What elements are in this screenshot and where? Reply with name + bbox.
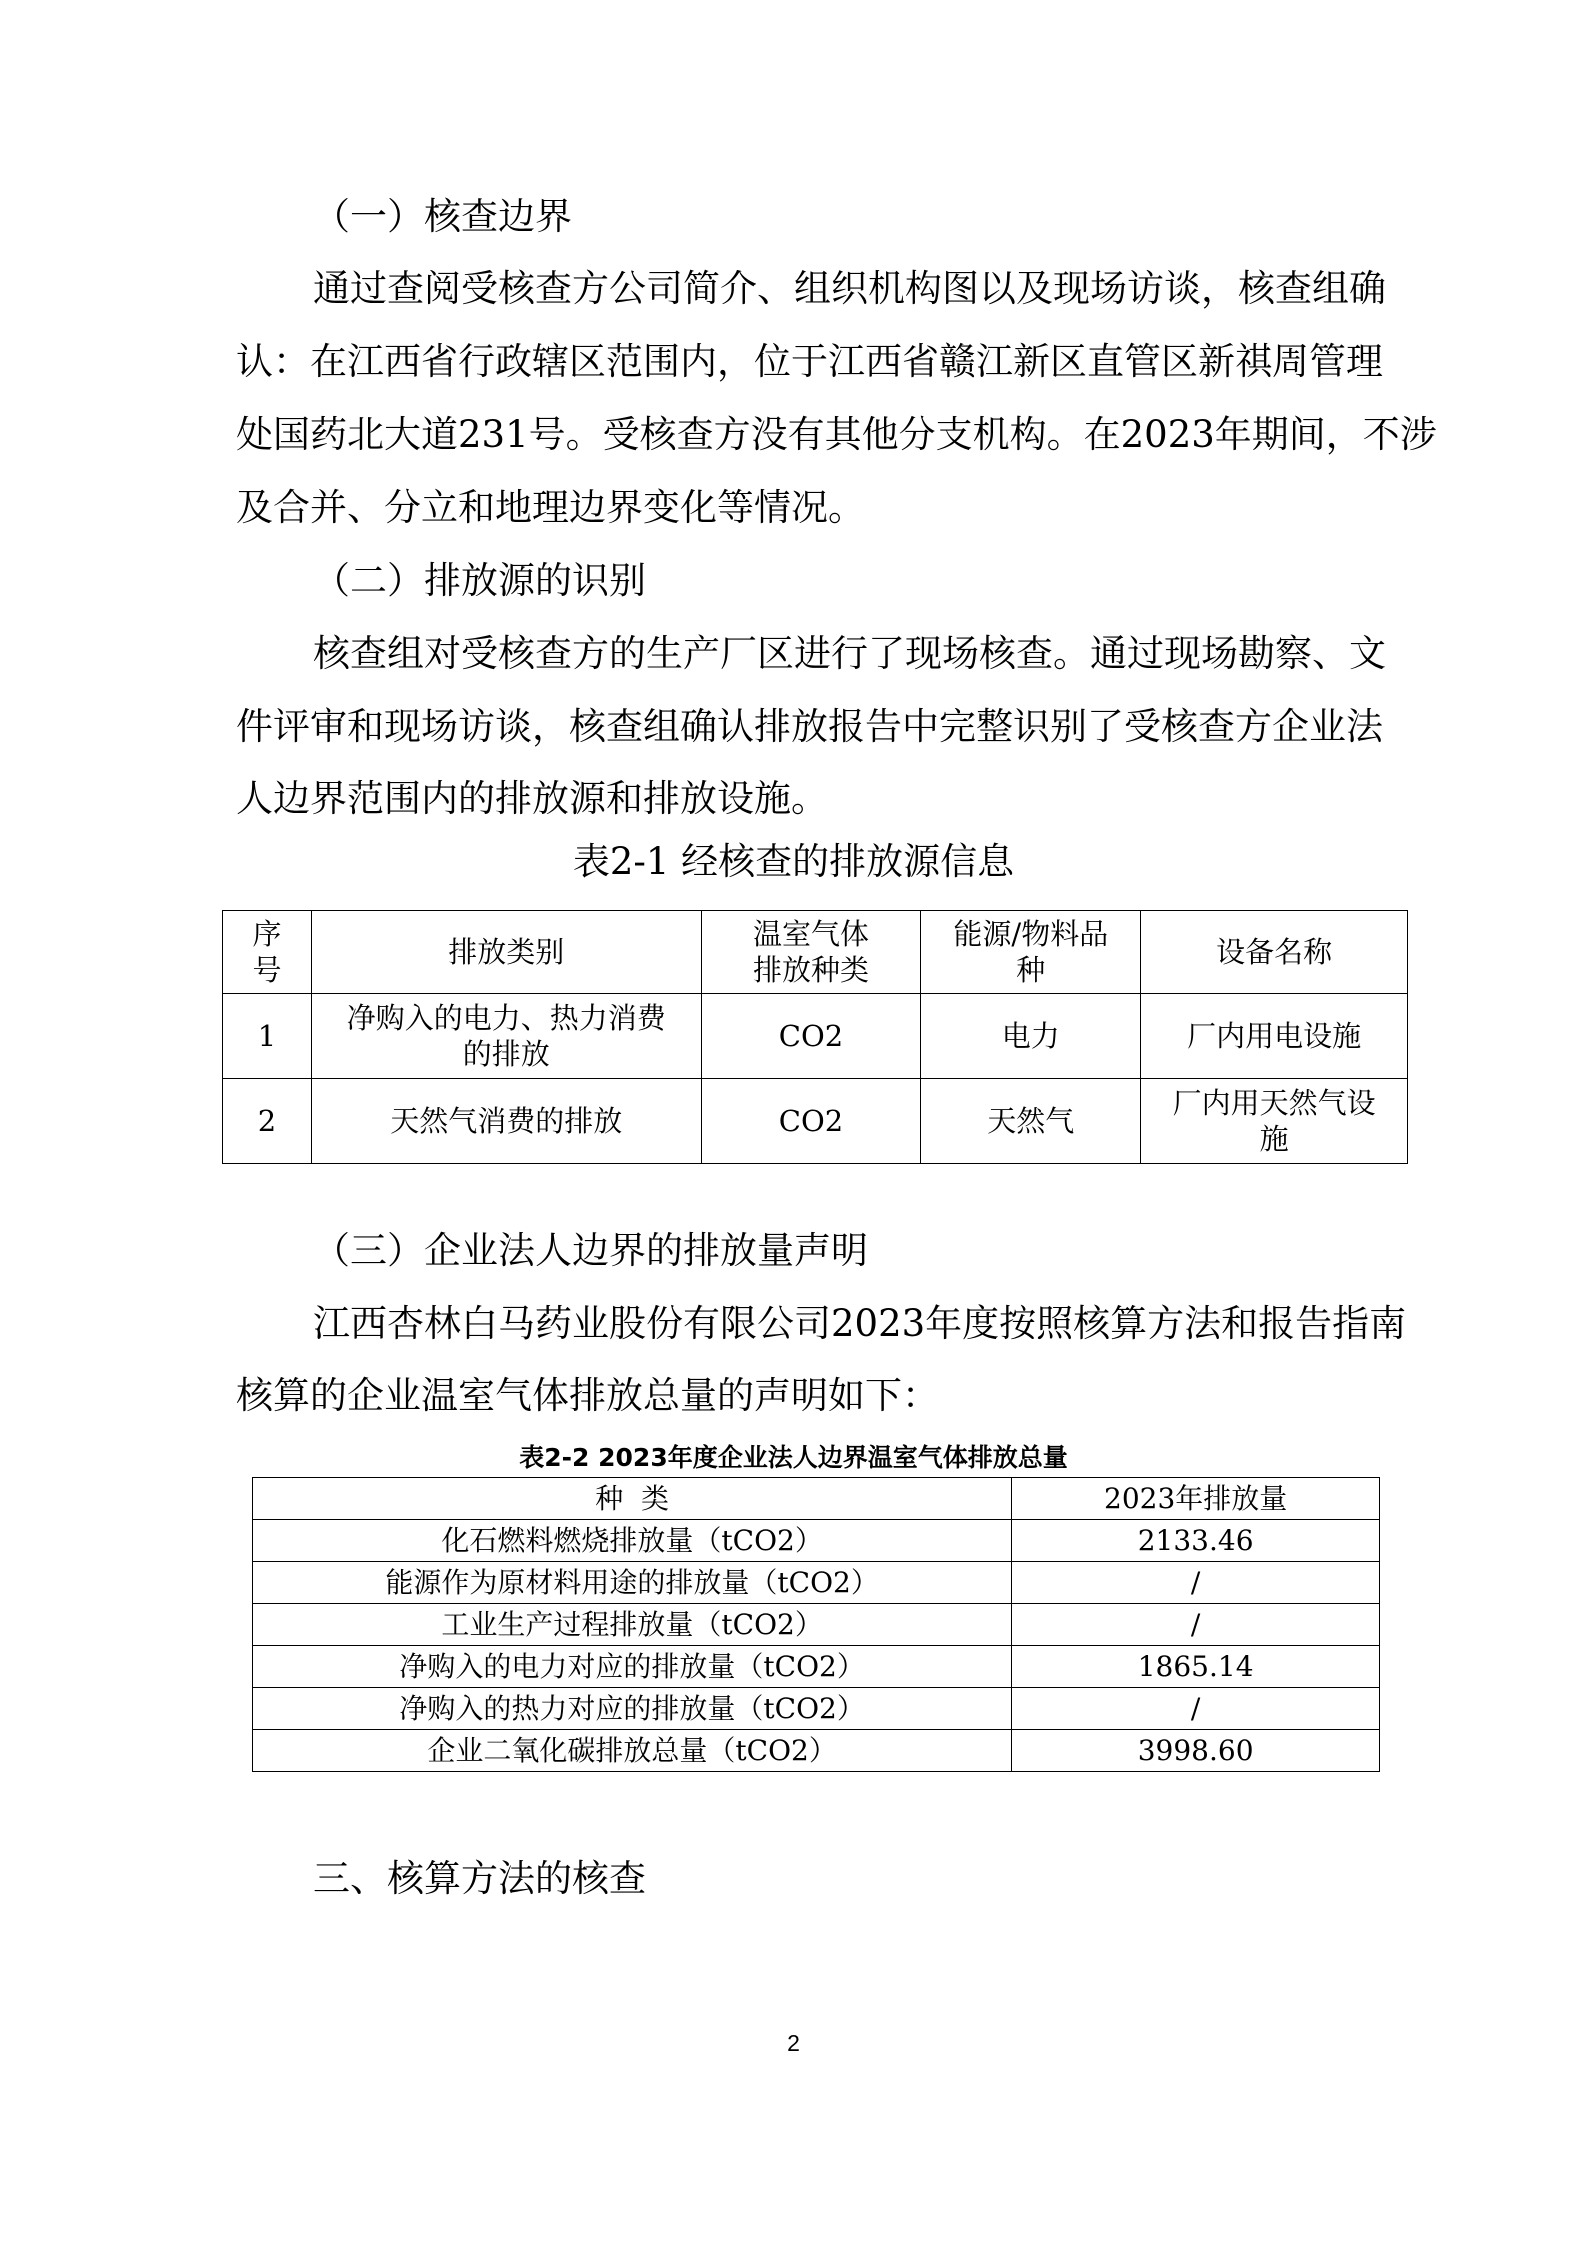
table-cell: CO2 (701, 994, 921, 1079)
table-row (253, 1646, 1380, 1688)
table-caption: 表2-1 经核查的排放源信息 (572, 840, 1015, 883)
heading-emission-statement: （三）企业法人边界的排放量声明 (313, 1229, 868, 1272)
table-row (253, 1688, 1380, 1730)
paragraph-line: 核查组对受核查方的生产厂区进行了现场核查。通过现场勘察、文 (313, 632, 1386, 675)
table-cell: 2133.46 (1012, 1520, 1380, 1562)
header-cell: 能源/物料品 种 (921, 911, 1141, 994)
table-row (253, 1562, 1380, 1604)
table-cell: 电力 (921, 994, 1141, 1079)
header-cell: 温室气体 排放种类 (701, 911, 921, 994)
heading-verification-boundary: （一）核查边界 (313, 195, 572, 238)
paragraph-line: 件评审和现场访谈，核查组确认排放报告中完整识别了受核查方企业法 (236, 705, 1383, 748)
table-row (253, 1520, 1380, 1562)
table-cell: 2 (223, 1079, 312, 1164)
table-cell: 净购入的热力对应的排放量（tCO2） (253, 1688, 1012, 1730)
table-cell: 1865.14 (1012, 1646, 1380, 1688)
table-cell: 1 (223, 994, 312, 1079)
table-cell: CO2 (701, 1079, 921, 1164)
table-row (253, 1730, 1380, 1772)
paragraph-line: 核算的企业温室气体排放总量的声明如下： (236, 1374, 939, 1417)
paragraph-line: 处国药北大道231号。受核查方没有其他分支机构。在2023年期间，不涉 (236, 413, 1437, 456)
paragraph-line: 人边界范围内的排放源和排放设施。 (236, 777, 828, 820)
emission-sources-table (222, 910, 1408, 1164)
paragraph-line: 认：在江西省行政辖区范围内，位于江西省赣江新区直管区新祺周管理 (236, 340, 1383, 383)
header-cell: 序 号 (223, 911, 312, 994)
header-cell: 排放类别 (311, 911, 701, 994)
paragraph-line: 江西杏林白马药业股份有限公司2023年度按照核算方法和报告指南 (313, 1302, 1407, 1345)
table-cell: 净购入的电力对应的排放量（tCO2） (253, 1646, 1012, 1688)
total-emissions-table (252, 1477, 1380, 1772)
table-header-row (223, 911, 1408, 994)
table-cell: 天然气消费的排放 (311, 1079, 701, 1164)
table-cell: / (1012, 1562, 1380, 1604)
table-cell: 天然气 (921, 1079, 1141, 1164)
table-row (223, 1079, 1408, 1164)
table-cell: 能源作为原材料用途的排放量（tCO2） (253, 1562, 1012, 1604)
table-cell: 净购入的电力、热力消费 的排放 (311, 994, 701, 1079)
table-cell: 工业生产过程排放量（tCO2） (253, 1604, 1012, 1646)
table-row (253, 1604, 1380, 1646)
table-header-row (253, 1478, 1380, 1520)
table-cell: 厂内用天然气设 施 (1141, 1079, 1408, 1164)
table-cell: 3998.60 (1012, 1730, 1380, 1772)
heading-emission-sources: （二）排放源的识别 (313, 559, 646, 602)
paragraph-line: 通过查阅受核查方公司简介、组织机构图以及现场访谈，核查组确 (313, 267, 1386, 310)
table-cell: 化石燃料燃烧排放量（tCO2） (253, 1520, 1012, 1562)
table-row (223, 994, 1408, 1079)
table-caption: 表2-2 2023年度企业法人边界温室气体排放总量 (519, 1443, 1068, 1472)
heading-method-verification: 三、核算方法的核查 (313, 1857, 646, 1900)
table-cell: / (1012, 1688, 1380, 1730)
header-cell: 设备名称 (1141, 911, 1408, 994)
header-cell: 2023年排放量 (1012, 1478, 1380, 1520)
page-number: 2 (787, 2030, 800, 2056)
header-cell: 种 类 (253, 1478, 1012, 1520)
table-cell: / (1012, 1604, 1380, 1646)
paragraph-line: 及合并、分立和地理边界变化等情况。 (236, 486, 865, 529)
table-cell: 厂内用电设施 (1141, 994, 1408, 1079)
table-cell: 企业二氧化碳排放总量（tCO2） (253, 1730, 1012, 1772)
